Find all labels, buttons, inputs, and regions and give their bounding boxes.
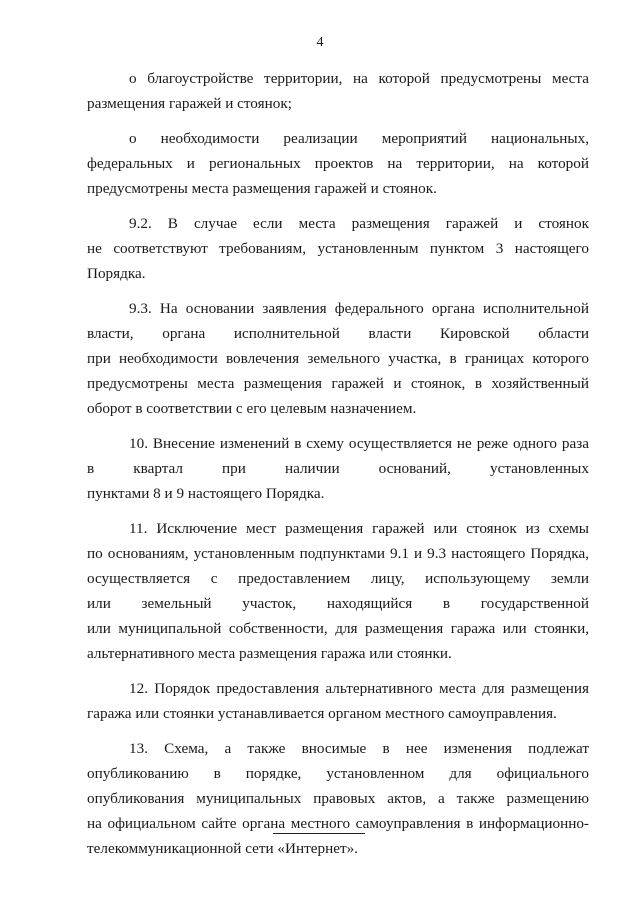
paragraph-line: о необходимости реализации мероприятий национальных, — [129, 130, 589, 147]
paragraph — [87, 676, 589, 726]
paragraph-line: на официальном сайте органа местного самоуправления в информационно- — [87, 815, 589, 832]
paragraph-line: не соответствуют требованиям, установленным пунктом 3 настоящего — [87, 240, 589, 257]
paragraph — [87, 126, 589, 201]
paragraph-line: 10. Внесение изменений в схему осуществляется не реже одного раза — [129, 435, 589, 452]
paragraph-line: по основаниям, установленным подпунктами 9.1 и 9.3 настоящего Порядка, — [87, 545, 589, 562]
paragraph — [87, 211, 589, 286]
paragraph-line: или муниципальной собственности, для размещения гаража или стоянки, — [87, 620, 589, 637]
paragraph-line: телекоммуникационной сети «Интернет». — [87, 840, 358, 857]
paragraph — [87, 431, 589, 506]
paragraph-line: осуществляется с предоставлением лицу, использующему земли — [87, 570, 589, 587]
paragraph-line: 12. Порядок предоставления альтернативного места для размещения — [129, 680, 589, 697]
paragraph-line: федеральных и региональных проектов на территории, на которой — [87, 155, 589, 172]
paragraph-line: 9.2. В случае если места размещения гаражей и стоянок — [129, 215, 589, 232]
paragraph-line: пунктами 8 и 9 настоящего Порядка. — [87, 485, 325, 502]
paragraph — [87, 66, 589, 116]
end-of-text-rule — [273, 833, 365, 834]
paragraph-line: предусмотрены места размещения гаражей и стоянок. — [87, 180, 437, 197]
paragraph-line: размещения гаражей и стоянок; — [87, 95, 292, 112]
page-number: 4 — [316, 35, 324, 50]
paragraph-line: опубликования муниципальных правовых актов, а также размещению — [87, 790, 589, 807]
paragraph-line: при необходимости вовлечения земельного участка, в границах которого — [87, 350, 589, 367]
paragraph-line: Порядка. — [87, 265, 146, 282]
paragraph-line: гаража или стоянки устанавливается органом местного самоуправления. — [87, 705, 557, 722]
paragraph-line: или земельный участок, находящийся в государственной — [87, 595, 589, 612]
paragraph-line: о благоустройстве территории, на которой предусмотрены места — [129, 70, 589, 87]
paragraph — [87, 296, 589, 421]
paragraph — [87, 736, 589, 861]
paragraph-line: 9.3. На основании заявления федерального органа исполнительной — [129, 300, 589, 317]
paragraph-line: оборот в соответствии с его целевым назначением. — [87, 400, 417, 417]
document-body — [87, 66, 589, 871]
paragraph-line: альтернативного места размещения гаража или стоянки. — [87, 645, 452, 662]
paragraph-line: власти, органа исполнительной власти Кировской области — [87, 325, 589, 342]
paragraph-line: опубликованию в порядке, установленном для официального — [87, 765, 589, 782]
paragraph-line: в квартал при наличии оснований, установленных — [87, 460, 589, 477]
paragraph-line: 11. Исключение мест размещения гаражей или стоянок из схемы — [129, 520, 589, 537]
paragraph-line: 13. Схема, а также вносимые в нее изменения подлежат — [129, 740, 589, 757]
paragraph — [87, 516, 589, 666]
paragraph-line: предусмотрены места размещения гаражей и стоянок, в хозяйственный — [87, 375, 589, 392]
